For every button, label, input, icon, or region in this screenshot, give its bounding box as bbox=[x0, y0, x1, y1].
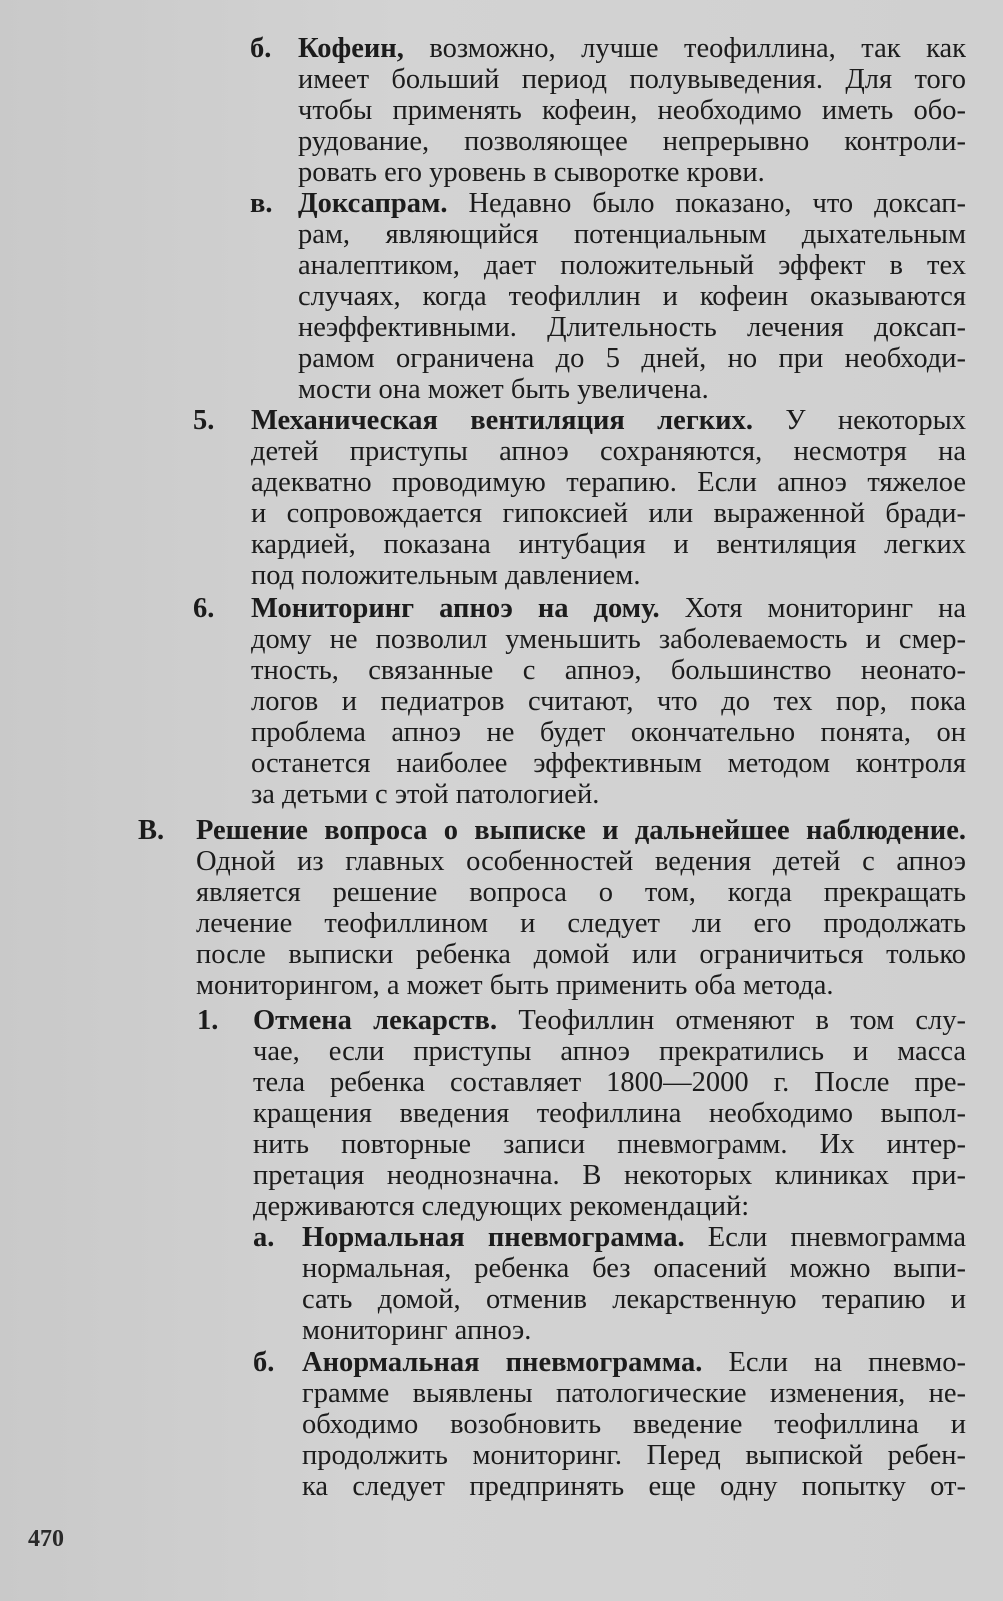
text-line: Анормальная пневмограмма. Если на пневмо- bbox=[302, 1347, 966, 1378]
text-line: аналептиком, дает положительный эффект в тех bbox=[298, 250, 966, 281]
text-line: претация неоднозначна. В некоторых клиниках при- bbox=[253, 1160, 966, 1191]
item-lead: Мониторинг апноэ на дому. bbox=[251, 593, 660, 624]
text-line: Мониторинг апноэ на дому. Хотя мониторинг на bbox=[251, 593, 967, 624]
item-lead: Анормальная пневмограмма. bbox=[302, 1347, 703, 1378]
item-text bbox=[302, 1222, 966, 1346]
text-line: проблема апноэ не будет окончательно понята, он bbox=[251, 717, 966, 748]
text-line: Кофеин, возможно, лучше теофиллина, так как bbox=[298, 33, 966, 64]
item-marker: В. bbox=[138, 815, 165, 846]
text-line bbox=[196, 815, 966, 846]
text-line: неэффективными. Длительность лечения доксап- bbox=[298, 312, 966, 343]
text-line: тность, связанные с апноэ, большинство неонато- bbox=[251, 655, 966, 686]
text-line: кардией, показана интубация и вентиляция легких bbox=[251, 529, 966, 560]
text-line: продолжить мониторинг. Перед выпиской ребен- bbox=[302, 1440, 966, 1471]
text-line: чае, если приступы апноэ прекратились и масса bbox=[253, 1036, 966, 1067]
item-marker: б. bbox=[250, 33, 272, 64]
item-marker: а. bbox=[253, 1222, 275, 1253]
text-line: логов и педиатров считают, что до тех пор, пока bbox=[251, 686, 966, 717]
text-line: Одной из главных особенностей ведения детей с апноэ bbox=[196, 846, 966, 877]
text-line: останется наиболее эффективным методом контроля bbox=[251, 748, 966, 779]
list-item bbox=[197, 1005, 966, 1222]
text-line: лечение теофиллином и следует ли его продолжать bbox=[196, 908, 966, 939]
item-text bbox=[298, 188, 966, 405]
text-line: сать домой, отменив лекарственную терапию и bbox=[302, 1284, 966, 1315]
item-text bbox=[302, 1347, 966, 1502]
item-marker: 6. bbox=[193, 593, 215, 624]
text-line: за детьми с этой патологией. bbox=[251, 779, 600, 810]
text-line: является решение вопроса о том, когда прекращать bbox=[196, 877, 966, 908]
item-text bbox=[251, 593, 966, 810]
text-line: тела ребенка составляет 1800—2000 г. После пре- bbox=[253, 1067, 966, 1098]
item-marker: б. bbox=[253, 1347, 275, 1378]
text-line: после выписки ребенка домой или ограничиться только bbox=[196, 939, 966, 970]
text-line: нить повторные записи пневмограмм. Их интер- bbox=[253, 1129, 966, 1160]
text-line: Доксапрам. Недавно было показано, что доксап- bbox=[298, 188, 966, 219]
text-line: рамом ограничена до 5 дней, но при необходи- bbox=[298, 343, 966, 374]
item-text bbox=[251, 405, 966, 591]
text-line: рудование, позволяющее непрерывно контроли- bbox=[298, 126, 966, 157]
list-item bbox=[193, 593, 966, 810]
item-lead: Отмена лекарств. bbox=[253, 1005, 498, 1036]
list-item bbox=[138, 815, 966, 1001]
list-item bbox=[253, 1222, 966, 1346]
text-line: случаях, когда теофиллин и кофеин оказываются bbox=[298, 281, 966, 312]
list-item bbox=[253, 1347, 966, 1502]
text-line: Отмена лекарств. Теофиллин отменяют в том слу- bbox=[253, 1005, 967, 1036]
text-line: мониторингом, а может быть применить оба метода. bbox=[196, 970, 834, 1001]
text-line: и сопровождается гипоксией или выраженной бради- bbox=[251, 498, 966, 529]
text-line: обходимо возобновить введение теофиллина и bbox=[302, 1409, 966, 1440]
item-lead: Кофеин, bbox=[298, 33, 404, 64]
item-lead: Решение вопроса о выписке и дальнейшее наблюдение. bbox=[196, 815, 966, 846]
text-line: нормальная, ребенка без опасений можно выпи- bbox=[302, 1253, 966, 1284]
text-line: имеет больший период полувыведения. Для того bbox=[298, 64, 966, 95]
text-line: дому не позволил уменьшить заболеваемость и смер- bbox=[251, 624, 966, 655]
item-marker: в. bbox=[250, 188, 273, 219]
text-line: адекватно проводимую терапию. Если апноэ тяжелое bbox=[251, 467, 966, 498]
list-item bbox=[250, 188, 966, 405]
item-lead: Механическая вентиляция легких. bbox=[251, 405, 753, 436]
text-line: Нормальная пневмограмма. Если пневмограмма bbox=[302, 1222, 967, 1253]
item-text bbox=[253, 1005, 966, 1222]
text-line: грамме выявлены патологические изменения, не- bbox=[302, 1378, 966, 1409]
text-line: мости она может быть увеличена. bbox=[298, 374, 709, 405]
text-line: под положительным давлением. bbox=[251, 560, 641, 591]
item-marker: 1. bbox=[197, 1005, 219, 1036]
text-line: Механическая вентиляция легких. У некоторых bbox=[251, 405, 966, 436]
text-line: рам, являющийся потенциальным дыхательным bbox=[298, 219, 966, 250]
text-line: ка следует предпринять еще одну попытку от- bbox=[302, 1471, 966, 1502]
item-text bbox=[298, 33, 966, 188]
item-marker: 5. bbox=[193, 405, 215, 436]
item-lead: Доксапрам. bbox=[298, 188, 448, 219]
item-text bbox=[196, 815, 966, 1001]
text-line: мониторинг апноэ. bbox=[302, 1315, 532, 1346]
page-number: 470 bbox=[28, 1526, 64, 1552]
item-lead: Нормальная пневмограмма. bbox=[302, 1222, 685, 1253]
text-line: держиваются следующих рекомендаций: bbox=[253, 1191, 750, 1222]
text-line: чтобы применять кофеин, необходимо иметь обо- bbox=[298, 95, 966, 126]
list-item bbox=[250, 33, 966, 188]
text-line: кращения введения теофиллина необходимо выпол- bbox=[253, 1098, 966, 1129]
text-line: детей приступы апноэ сохраняются, несмотря на bbox=[251, 436, 966, 467]
text-line: ровать его уровень в сыворотке крови. bbox=[298, 157, 765, 188]
list-item bbox=[193, 405, 966, 591]
